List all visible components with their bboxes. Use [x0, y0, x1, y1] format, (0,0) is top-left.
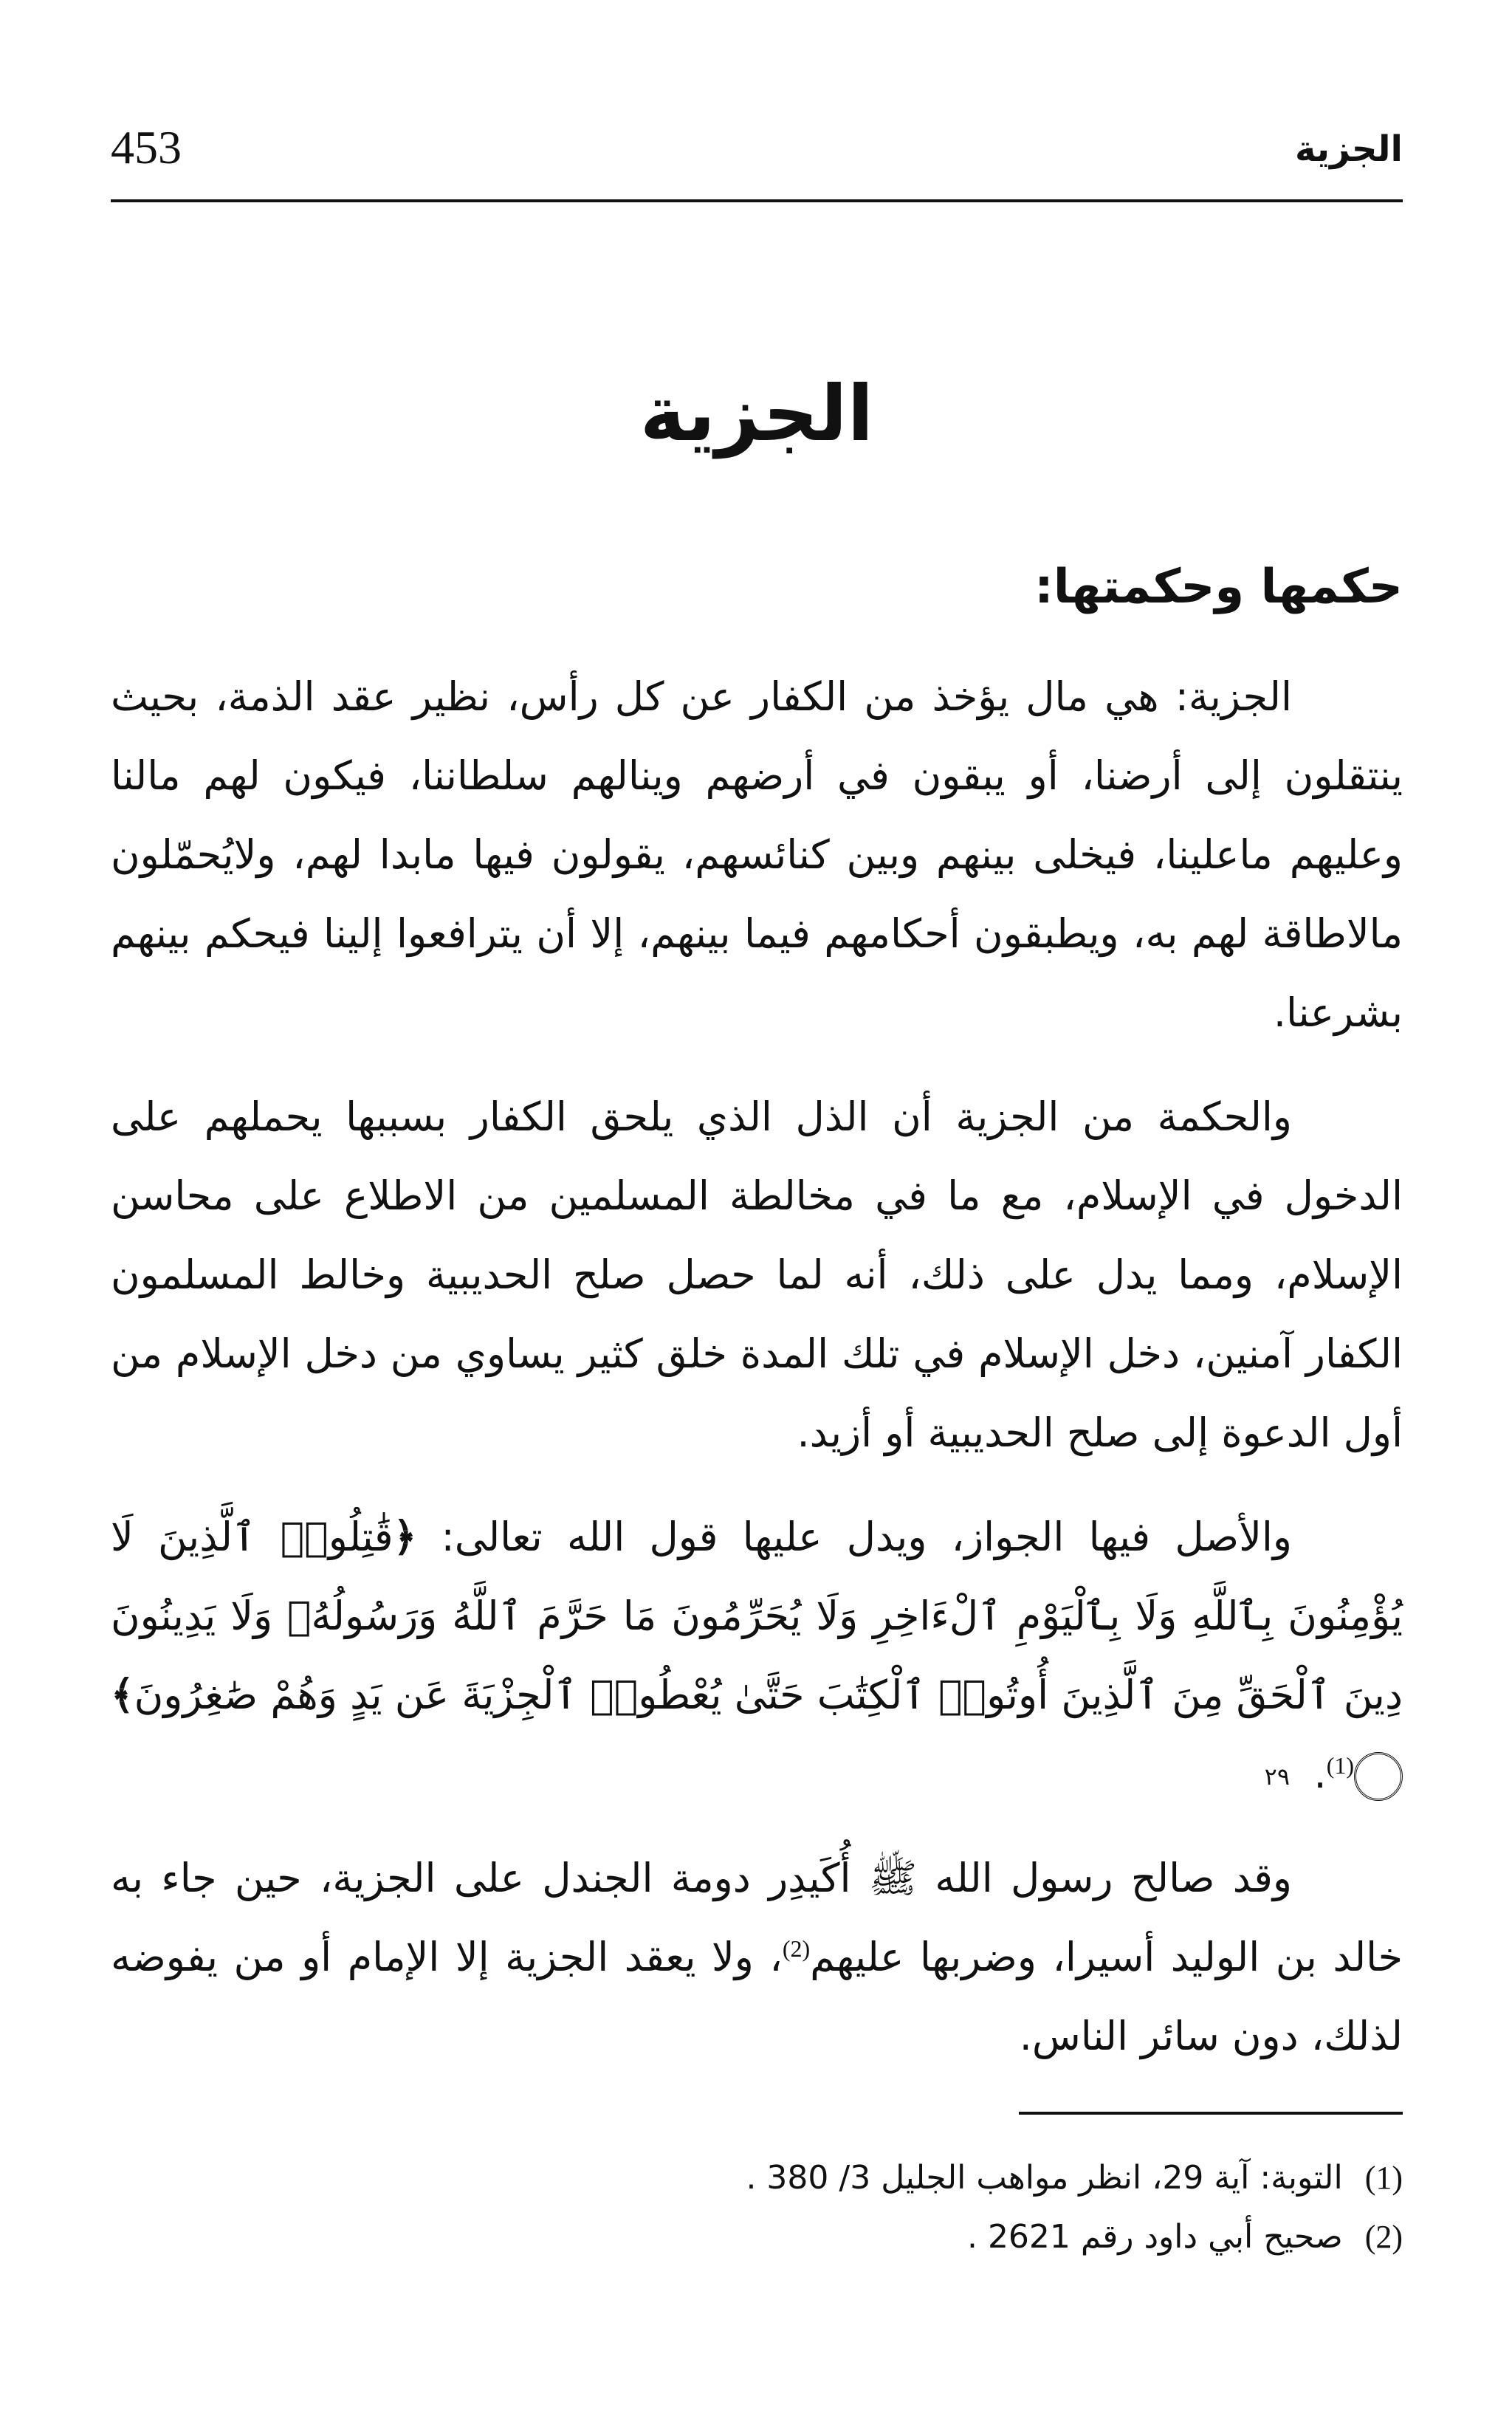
document-page: [111, 111, 1403, 2326]
running-title: الجزية: [1294, 128, 1403, 170]
footnote-2: [111, 2208, 1403, 2267]
section-heading: حكمها وحكمتها:: [1034, 560, 1403, 614]
running-header: [111, 111, 1403, 202]
paragraph-legitimacy-intro: والأصل فيها الجواز، ويدل عليها قول الله تعالى:: [416, 1514, 1292, 1560]
footnote-1: [111, 2149, 1403, 2208]
footnote-text: صحيح أبي داود رقم 2621 .: [966, 2218, 1343, 2256]
footnote-number: (2): [1364, 2219, 1403, 2255]
quran-verse: قَٰتِلُوا۟ ٱلَّذِينَ لَا يُؤْمِنُونَ بِٱللَّهِ وَلَا بِٱلْيَوْمِ ٱلْءَاخِرِ وَلَا يُحَرِّمُونَ مَا حَرَّمَ ٱللَّهُ وَرَسُولُهُۥ وَلَا يَدِينُونَ دِينَ ٱلْحَقِّ مِنَ ٱلَّذِينَ أُوتُوا۟ ٱلْكِتَٰبَ حَتَّىٰ يُعْطُوا۟ ٱلْجِزْيَةَ عَن يَدٍ وَهُمْ صَٰغِرُونَ: [111, 1514, 1403, 1718]
paragraph-treaty: [111, 1839, 1403, 2076]
paragraph-definition: الجزية: هي مال يؤخذ من الكفار عن كل رأس، نظير عقد الذمة، بحيث ينتقلون إلى أرضنا، أو يبقون في أرضهم وينالهم سلطاننا، فيكون لهم مالنا وعليهم ماعلينا، فيخلى بينهم وبين كنائسهم، يقولون فيها مابدا لهم، ولايُحمّلون مالاطاقة لهم به، ويطبقون أحكامهم فيما بينهم، إلا أن يترافعوا إلينا فيحكم بينهم بشرعنا.: [111, 673, 1403, 1036]
footnote-ref-1[interactable]: (1): [1326, 1752, 1354, 1779]
chapter-title: الجزية: [639, 368, 874, 459]
footnotes: [111, 2149, 1403, 2267]
page-number: 453: [111, 121, 182, 174]
footnote-ref-2[interactable]: (2): [782, 1935, 811, 1962]
quran-open-bracket: ﴿: [393, 1514, 417, 1560]
paragraph-treaty-part2: ، ولا يعقد الجزية إلا الإمام أو من يفوضه لذلك، دون سائر الناس.: [111, 1934, 1403, 2059]
paragraph-legitimacy-end: .: [1313, 1751, 1327, 1797]
body-text: [111, 657, 1403, 2101]
verse-number-marker: ٢٩: [1354, 1752, 1403, 1801]
footnote-text: التوبة: آية 29، انظر مواهب الجليل 3/ 380 .: [746, 2159, 1343, 2197]
paragraph-wisdom: والحكمة من الجزية أن الذل الذي يلحق الكفار بسببها يحملهم على الدخول في الإسلام، مع ما في مخالطة المسلمين من الاطلاع على محاسن الإسلام، ومما يدل على ذلك، أنه لما حصل صلح الحديبية وخالط المسلمون الكفار آمنين، دخل الإسلام في تلك المدة خلق كثير يساوي من دخل الإسلام من أول الدعوة إلى صلح الحديبية أو أزيد.: [111, 1094, 1403, 1456]
paragraph-treaty-part1: وقد صالح رسول الله ﷺ أُكَيدِر دومة الجندل على الجزية، حين جاء به خالد بن الوليد أسيرا، وضربها عليهم: [111, 1855, 1403, 1980]
footnote-number: (1): [1364, 2160, 1403, 2196]
quran-close-bracket: ﴾: [111, 1672, 134, 1718]
paragraph-legitimacy: [111, 1497, 1403, 1813]
footnote-divider: [1019, 2112, 1403, 2115]
